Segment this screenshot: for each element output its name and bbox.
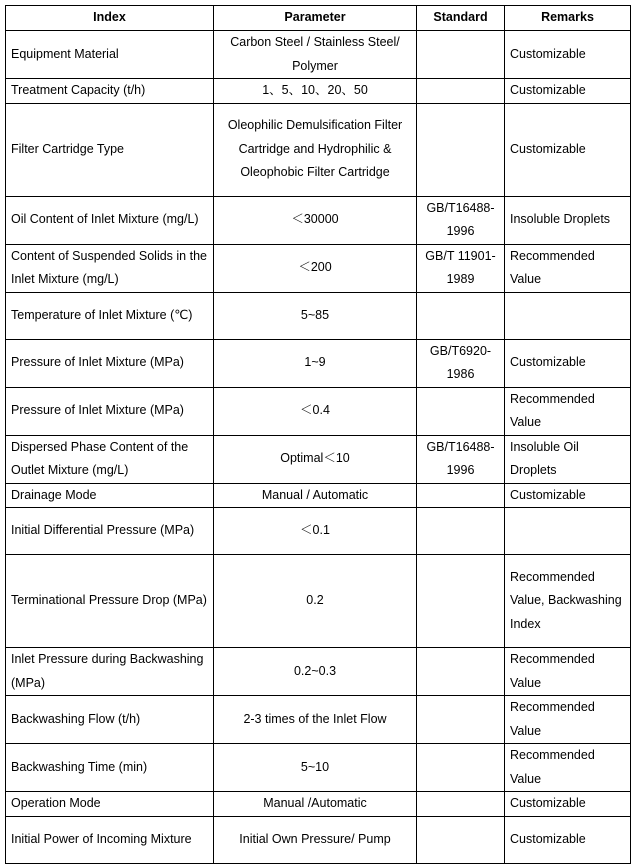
cell-remarks [505, 292, 631, 339]
cell-remarks: Insoluble Oil Droplets [505, 435, 631, 483]
table-row [6, 31, 631, 79]
table-row [6, 508, 631, 555]
cell-parameter: Optimal＜10 [214, 435, 417, 483]
cell-remarks: Customizable [505, 792, 631, 817]
cell-parameter: Manual /Automatic [214, 792, 417, 817]
cell-standard: GB/T 11901-1989 [417, 244, 505, 292]
cell-remarks: Customizable [505, 483, 631, 508]
cell-remarks: Recommended Value [505, 744, 631, 792]
cell-index: Inlet Pressure during Backwashing (MPa) [6, 648, 214, 696]
cell-standard [417, 31, 505, 79]
table-row [6, 244, 631, 292]
cell-parameter: Carbon Steel / Stainless Steel/ Polymer [214, 31, 417, 79]
cell-index: Terminational Pressure Drop (MPa) [6, 555, 214, 648]
header-remarks: Remarks [505, 6, 631, 31]
cell-remarks: Recommended Value [505, 648, 631, 696]
cell-parameter: 0.2~0.3 [214, 648, 417, 696]
cell-standard [417, 483, 505, 508]
cell-parameter: 1、5、10、20、50 [214, 79, 417, 104]
table-row [6, 816, 631, 863]
header-row [6, 6, 631, 31]
cell-index: Filter Cartridge Type [6, 103, 214, 196]
cell-remarks [505, 508, 631, 555]
cell-parameter: 0.2 [214, 555, 417, 648]
cell-index: Pressure of Inlet Mixture (MPa) [6, 387, 214, 435]
cell-remarks: Customizable [505, 339, 631, 387]
table-row [6, 744, 631, 792]
table-row [6, 792, 631, 817]
cell-parameter: ＜200 [214, 244, 417, 292]
cell-standard: GB/T16488-1996 [417, 196, 505, 244]
cell-standard [417, 555, 505, 648]
cell-index: Content of Suspended Solids in the Inlet Mixture (mg/L) [6, 244, 214, 292]
cell-standard: GB/T6920-1986 [417, 339, 505, 387]
table-row [6, 387, 631, 435]
cell-index: Initial Power of Incoming Mixture [6, 816, 214, 863]
cell-standard [417, 816, 505, 863]
table-row [6, 196, 631, 244]
cell-remarks: Customizable [505, 79, 631, 104]
cell-standard [417, 292, 505, 339]
cell-parameter: Initial Own Pressure/ Pump [214, 816, 417, 863]
cell-parameter: Oleophilic Demulsification Filter Cartridge and Hydrophilic & Oleophobic Filter Cartridge [214, 103, 417, 196]
cell-standard [417, 79, 505, 104]
cell-standard [417, 387, 505, 435]
table-row [6, 103, 631, 196]
cell-remarks: Insoluble Droplets [505, 196, 631, 244]
cell-parameter: 5~85 [214, 292, 417, 339]
cell-index: Operation Mode [6, 792, 214, 817]
table-row [6, 435, 631, 483]
cell-index: Temperature of Inlet Mixture (℃) [6, 292, 214, 339]
cell-index: Pressure of Inlet Mixture (MPa) [6, 339, 214, 387]
table-row [6, 339, 631, 387]
header-standard: Standard [417, 6, 505, 31]
cell-remarks: Recommended Value, Backwashing Index [505, 555, 631, 648]
table-row [6, 648, 631, 696]
table-row [6, 79, 631, 104]
cell-remarks: Recommended Value [505, 387, 631, 435]
cell-standard [417, 103, 505, 196]
cell-standard [417, 792, 505, 817]
cell-index: Backwashing Time (min) [6, 744, 214, 792]
cell-parameter: Manual / Automatic [214, 483, 417, 508]
cell-index: Drainage Mode [6, 483, 214, 508]
table-row [6, 555, 631, 648]
cell-remarks: Recommended Value [505, 244, 631, 292]
cell-parameter: 2-3 times of the Inlet Flow [214, 696, 417, 744]
table-row [6, 483, 631, 508]
spec-table [5, 5, 631, 864]
cell-parameter: ＜30000 [214, 196, 417, 244]
cell-standard [417, 744, 505, 792]
table-row [6, 696, 631, 744]
cell-index: Oil Content of Inlet Mixture (mg/L) [6, 196, 214, 244]
cell-remarks: Customizable [505, 31, 631, 79]
cell-index: Dispersed Phase Content of the Outlet Mixture (mg/L) [6, 435, 214, 483]
cell-standard: GB/T16488-1996 [417, 435, 505, 483]
header-parameter: Parameter [214, 6, 417, 31]
cell-parameter: 1~9 [214, 339, 417, 387]
cell-index: Treatment Capacity (t/h) [6, 79, 214, 104]
cell-remarks: Customizable [505, 103, 631, 196]
cell-index: Backwashing Flow (t/h) [6, 696, 214, 744]
cell-standard [417, 648, 505, 696]
header-index: Index [6, 6, 214, 31]
cell-index: Equipment Material [6, 31, 214, 79]
cell-standard [417, 696, 505, 744]
cell-standard [417, 508, 505, 555]
cell-remarks: Recommended Value [505, 696, 631, 744]
cell-parameter: 5~10 [214, 744, 417, 792]
cell-index: Initial Differential Pressure (MPa) [6, 508, 214, 555]
table-row [6, 292, 631, 339]
cell-parameter: ＜0.4 [214, 387, 417, 435]
cell-remarks: Customizable [505, 816, 631, 863]
cell-parameter: ＜0.1 [214, 508, 417, 555]
